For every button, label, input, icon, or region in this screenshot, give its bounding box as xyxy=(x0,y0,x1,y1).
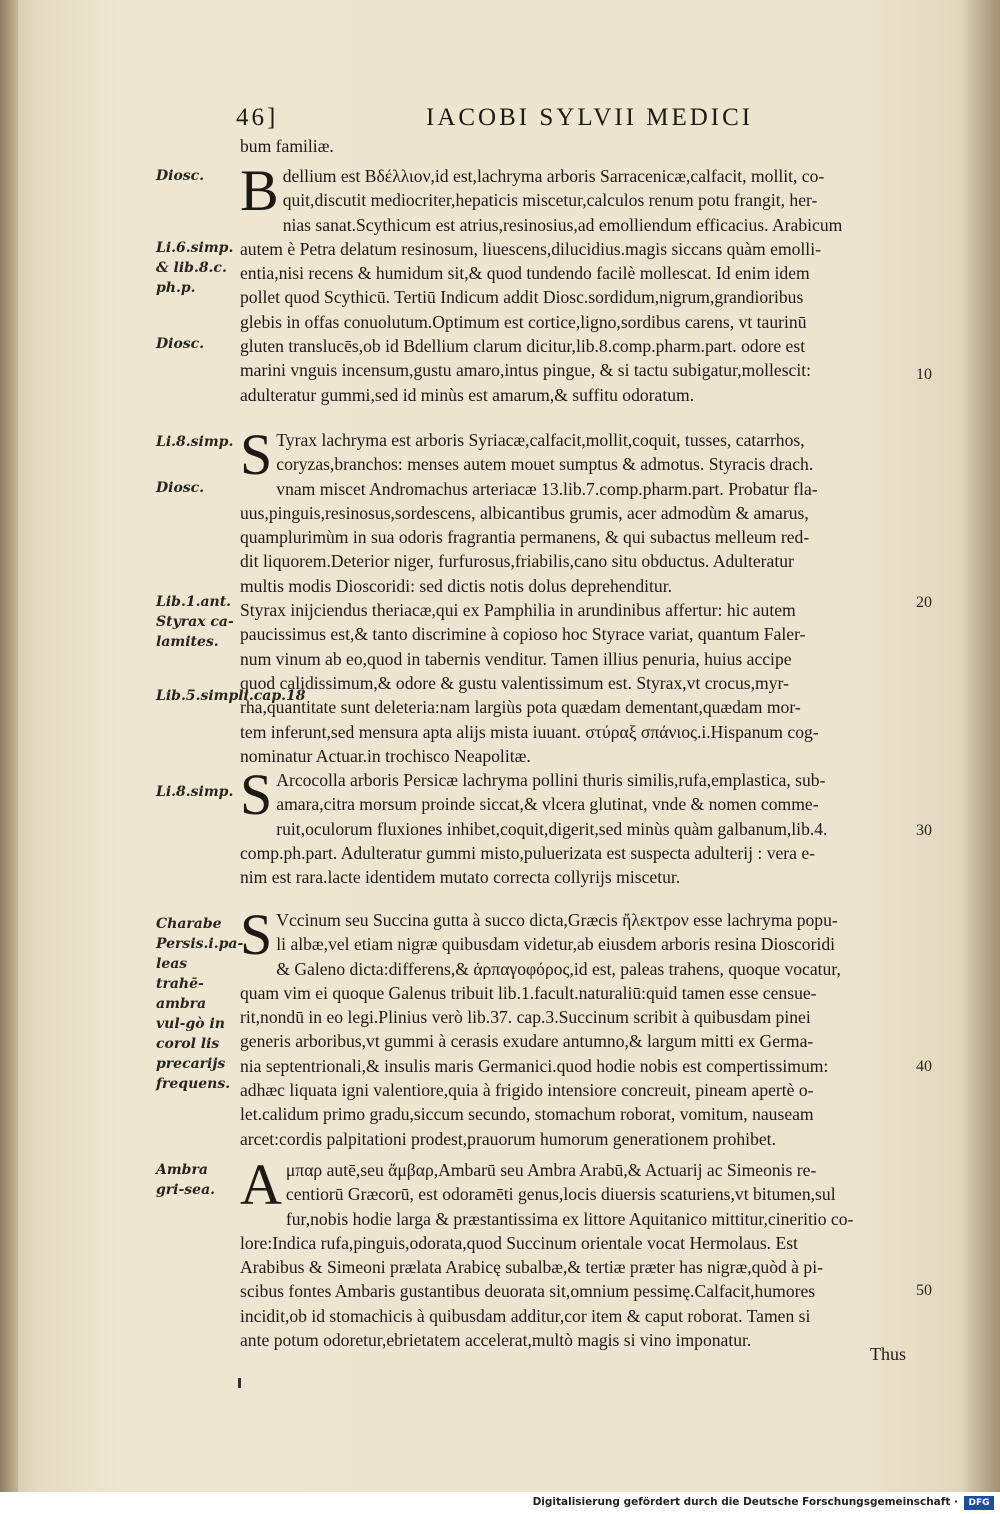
margin-note: Diosc. xyxy=(156,336,205,352)
text-line: dit liquorem.Deterior niger, furfurosus,friabilis,cano situ obductus. Adulteratur xyxy=(240,551,794,572)
text-line: nominatur Actuar.in trochisco Neapolitæ. xyxy=(240,745,531,766)
page-number: 46] xyxy=(236,104,279,131)
paragraph-succinum xyxy=(240,902,916,1151)
text-line: nia septentrionali,& insulis maris Germanici.quod hodie nobis est compertissimum: xyxy=(240,1055,829,1076)
text-line: num vinum ab eo,quod in tabernis venditur. Tamen illius penuria, huius accipe xyxy=(240,648,792,669)
dfg-logo-icon: DFG xyxy=(964,1496,994,1510)
text-line: Tyrax lachryma est arboris Syriacæ,calfacit,mollit,coquit, tusses, catarrhos, xyxy=(276,430,805,450)
text-line: fur,nobis hodie larga & præstantissima ex littore Aquitanico mittitur,cineritio co- xyxy=(285,1208,854,1229)
text-line: ante potum odoretur,ebrietatem accelerat,multò magis si vino imponatur. xyxy=(240,1330,752,1351)
text-line: lore:Indica rufa,pinguis,odorata,quod Succinum orientale vocat Hermolaus. Est xyxy=(240,1232,798,1253)
paragraph-sarcocolla xyxy=(240,762,916,889)
text-line: pollet quod Scythicū. Tertiū Indicum addit Diosc.sordidum,nigrum,grandioribus xyxy=(240,287,804,308)
margin-note: Diosc. xyxy=(156,480,205,496)
text-line: tem inferunt,sed mensura apta alijs mista iuuant. στύραξ σπάνιος.i.Hispanum cog- xyxy=(240,721,819,742)
text-line: rit,nondū in eo legi.Plinius verò lib.37. cap.3.Succinum scribit à quibusdam pinei xyxy=(240,1007,811,1028)
page-header xyxy=(236,104,926,134)
drop-cap: S xyxy=(240,902,273,967)
text-line: multis modis Dioscoridi: sed dictis notis dolus deprehenditur. xyxy=(240,575,673,596)
text-line: μπαρ autē,seu ἄμβαρ,Ambarū seu Ambra Arabū,& Actuarij ac Simeonis re- xyxy=(285,1160,817,1180)
text-line: marini vnguis incensum,gustu amaro,intus pingue, & si tactu subigatur,mollescit: xyxy=(240,360,812,381)
text-line: ruit,oculorum fluxiones inhibet,coquit,digerit,sed minùs quàm galbanum,lib.4. xyxy=(276,818,828,839)
footer-credit: Digitalisierung gefördert durch die Deutsche Forschungsgemeinschaft · xyxy=(532,1496,958,1508)
margin-note: Li.6.simp. & lib.8.c. ph.p. xyxy=(156,240,234,296)
text-line: quamplurimùm in sua odoris fragrantia permanens, & qui subactus melleum red- xyxy=(240,527,810,548)
ink-mark xyxy=(238,1378,241,1388)
margin-note: Li.8.simp. xyxy=(156,784,234,800)
line-number: 10 xyxy=(916,366,932,383)
text-line: Vccinum seu Succina gutta à succo dicta,Græcis ἤλεκτρον esse lachryma popu- xyxy=(276,910,838,930)
catchword: Thus xyxy=(870,1344,906,1364)
paragraph-styrax xyxy=(240,422,916,768)
text-line: nias sanat.Scythicum est atrius,resinosius,ad emolliendum efficacius. Arabicum xyxy=(282,214,843,235)
drop-cap: S xyxy=(240,762,273,827)
line-number: 50 xyxy=(916,1282,932,1299)
text-line: dellium est Βδέλλιον,id est,lachryma arboris Sarracenicæ,calfacit, mollit, co- xyxy=(282,166,825,186)
text-line: autem è Petra delatum resinosum, liuescens,dilucidius.magis siccans quàm emolli- xyxy=(240,238,821,259)
running-head: IACOBI SYLVII MEDICI xyxy=(426,104,754,131)
page-edge-shadow xyxy=(962,0,1000,1492)
paragraph-bdellium xyxy=(240,158,916,407)
margin-note: Charabe Persis.i.pa-leas trahē- ambra vul-gò in corol lis precarijs frequens. xyxy=(156,916,244,1092)
text-line: scibus fontes Ambaris gustantibus deuorata sit,omnium pessimę.Calfacit,humores xyxy=(240,1281,816,1302)
drop-cap: S xyxy=(240,422,273,487)
text-line: generis arboribus,vt gummi à cerasis exudare antumno,& largum mitti ex Germa- xyxy=(240,1031,814,1052)
text-line: quam vim ei quoque Galenus tribuit lib.1.facult.naturaliū:quid tamen esse censue- xyxy=(240,982,817,1003)
text-line: vnam miscet Andromachus arteriacæ 13.lib.7.comp.pharm.part. Probatur fla- xyxy=(276,478,818,499)
book-gutter xyxy=(0,0,18,1492)
text-line: gluten translucēs,ob id Bdellium clarum dicitur,lib.8.comp.pharm.part. odore est xyxy=(240,336,806,357)
paragraph-ambra xyxy=(240,1152,916,1352)
text-line: Arcocolla arboris Persicæ lachryma pollini thuris similis,rufa,emplastica, sub- xyxy=(276,770,826,790)
margin-note: Diosc. xyxy=(156,168,205,184)
text-line: adhæc liquata igni valentiore,quia à frigido intensiore concreuit, pineam apertè o- xyxy=(240,1080,814,1101)
opening-line: bum familiæ. xyxy=(240,136,334,156)
text-line: nim est rara.lacte identidem mutato correcta collyrijs miscetur. xyxy=(240,867,681,888)
text-line: comp.ph.part. Adulteratur gummi misto,puluerizata est suspecta adulterij : vera e- xyxy=(240,842,816,863)
text-line: coryzas,branchos: menses autem mouet sumptus & admotus. Styracis drach. xyxy=(276,454,814,475)
line-number: 20 xyxy=(916,594,932,611)
drop-cap: B xyxy=(240,158,279,223)
text-line: Styrax inijciendus theriacæ,qui ex Pamphilia in arundinibus affertur: hic autem xyxy=(240,600,796,621)
margin-note: Lib.1.ant. Styrax ca-lamites. xyxy=(156,594,234,650)
text-line: arcet:cordis palpitationi prodest,prauorum humorum generationem prohibet. xyxy=(240,1128,776,1149)
text-line: quod calidissimum,& odore & gustu valentissimum est. Styrax,vt crocus,myr- xyxy=(240,672,789,693)
line-number: 40 xyxy=(916,1058,932,1075)
text-line: centiorū Græcorū, est odoramēti genus,locis diuersis scaturiens,vt bitumen,sul xyxy=(285,1184,836,1205)
text-line: incidit,ob id stomachicis à quibusdam additur,cor item & caput roborat. Tamen si xyxy=(240,1305,811,1326)
text-line: paucissimus est,& tanto discrimine à copioso hoc Styrace variat, quantum Faler- xyxy=(240,624,806,645)
text-line: entia,nisi recens & humidum sit,& quod tundendo facilè mollescat. Id enim idem xyxy=(240,263,810,284)
text-line: & Galeno dicta:differens,& ἁρπαγοφόρος,id est, paleas trahens, quoque vocatur, xyxy=(276,958,841,979)
text-line: let.calidum primo gradu,siccum secundo, stomachum roborat, vomitum, nauseam xyxy=(240,1104,814,1125)
text-line: adulteratur gummi,sed id minùs est amarum,& suffitu odoratum. xyxy=(240,384,695,405)
text-line: li albæ,vel etiam nigræ quibusdam videtur,ab eiusdem arboris resina Dioscoridi xyxy=(276,934,836,955)
digitization-footer xyxy=(0,1492,1000,1514)
text-line: quit,discutit mediocriter,hepaticis miscetur,calculos renum potu frangit, her- xyxy=(282,190,818,211)
drop-cap: A xyxy=(240,1152,282,1217)
margin-note: Ambra gri-sea. xyxy=(156,1162,216,1198)
text-line: Arabibus & Simeoni prælata Arabicę subalbæ,& tertiæ præter has nigræ,quòd à pi- xyxy=(240,1257,823,1278)
text-line: glebis in offas conuolutum.Optimum est cortice,ligno,sordibus carens, vt taurinū xyxy=(240,311,807,332)
margin-note: Li.8.simp. xyxy=(156,434,234,450)
margin-note: Lib.5.simpli.cap.18 xyxy=(156,688,306,704)
text-line: amara,citra morsum proinde siccat,& vlcera glutinat, vnde & nomen comme- xyxy=(276,794,819,815)
text-line: uus,pinguis,resinosus,sordescens, albicantibus grumis, acer admodùm & amarus, xyxy=(240,502,809,523)
text-line: rha,quantitate sunt deleteria:nam largiùs pota quædam dementant,quædam mor- xyxy=(240,697,801,718)
line-number: 30 xyxy=(916,822,932,839)
